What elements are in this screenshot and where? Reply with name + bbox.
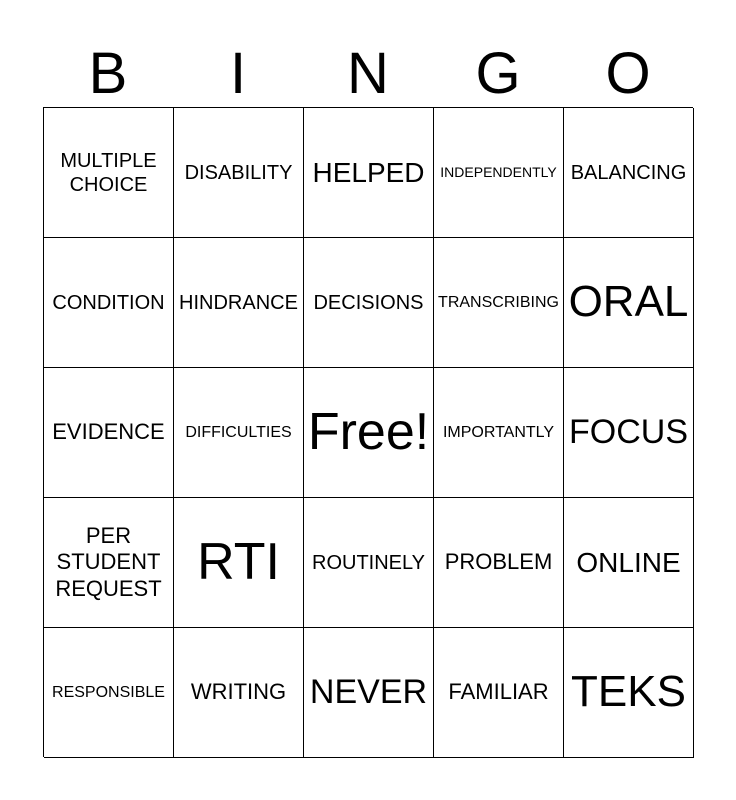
bingo-cell[interactable]: DECISIONS — [304, 238, 434, 368]
bingo-cell[interactable]: IMPORTANTLY — [434, 368, 564, 498]
header-letter-b: B — [88, 41, 128, 106]
bingo-cell[interactable]: PER STUDENT REQUEST — [44, 498, 174, 628]
header-letter-n: N — [347, 41, 389, 106]
bingo-cell[interactable]: ROUTINELY — [304, 498, 434, 628]
bingo-cell[interactable]: DIFFICULTIES — [174, 368, 304, 498]
header-letter-o: O — [605, 41, 651, 106]
bingo-header — [43, 40, 693, 108]
bingo-cell[interactable]: MULTIPLE CHOICE — [44, 108, 174, 238]
header-letter-i: I — [229, 41, 247, 106]
bingo-cell[interactable]: EVIDENCE — [44, 368, 174, 498]
bingo-cell[interactable]: DISABILITY — [174, 108, 304, 238]
bingo-cell[interactable]: RTI — [174, 498, 304, 628]
header-letter-g: G — [475, 41, 521, 106]
free-cell[interactable]: Free! — [304, 368, 434, 498]
bingo-cell[interactable]: INDEPENDENTLY — [434, 108, 564, 238]
bingo-cell[interactable]: BALANCING — [564, 108, 694, 238]
bingo-cell[interactable]: NEVER — [304, 628, 434, 758]
bingo-cell[interactable]: FOCUS — [564, 368, 694, 498]
bingo-cell[interactable]: PROBLEM — [434, 498, 564, 628]
bingo-board — [43, 107, 693, 757]
bingo-cell[interactable]: HELPED — [304, 108, 434, 238]
bingo-cell[interactable]: CONDITION — [44, 238, 174, 368]
bingo-cell[interactable]: FAMILIAR — [434, 628, 564, 758]
bingo-cell[interactable]: TRANSCRIBING — [434, 238, 564, 368]
bingo-cell[interactable]: ORAL — [564, 238, 694, 368]
bingo-cell[interactable]: HINDRANCE — [174, 238, 304, 368]
bingo-cell[interactable]: WRITING — [174, 628, 304, 758]
bingo-cell[interactable]: RESPONSIBLE — [44, 628, 174, 758]
bingo-cell[interactable]: ONLINE — [564, 498, 694, 628]
bingo-cell[interactable]: TEKS — [564, 628, 694, 758]
